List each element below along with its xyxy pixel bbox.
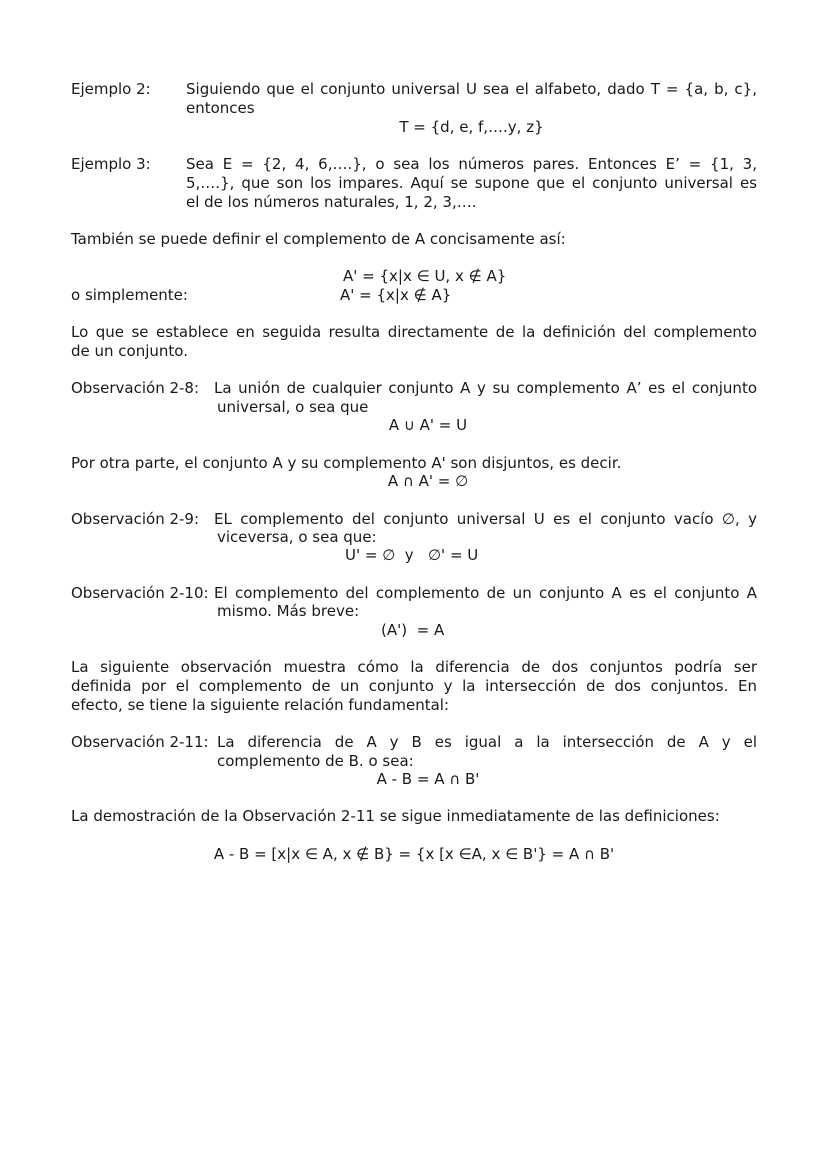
- paragraph-3-line-3: efecto, se tiene la siguiente relación fundamental:: [71, 696, 450, 714]
- observation-2-11-line-1: La diferencia de A y B es igual a la intersección de A y el: [217, 733, 757, 751]
- observation-2-10-line-1: El complemento del complemento de un conjunto A es el conjunto A: [214, 584, 757, 602]
- observation-2-8-line-2: universal, o sea que: [217, 398, 369, 416]
- example-3-line-2: 5,….}, que son los impares. Aquí se supone que el conjunto universal es: [186, 174, 757, 192]
- demonstration-formula: A - B = [x|x ∈ A, x ∉ B} = {x [x ∈A, x ∈ B'} = A ∩ B': [213, 845, 615, 863]
- observation-2-8-label: Observación 2-8:: [71, 379, 200, 397]
- paragraph-1-line-2: de un conjunto.: [71, 342, 188, 360]
- paragraph-1-line-1: Lo que se establece en seguida resulta directamente de la definición del complemento: [71, 323, 757, 341]
- simplemente-label: o simplemente:: [71, 286, 188, 304]
- observation-2-9-line-2: viceversa, o sea que:: [217, 528, 377, 546]
- observation-2-9-formula: U' = ∅ y ∅' = U: [345, 546, 479, 564]
- observation-2-10-label: Observación 2-10:: [71, 584, 209, 602]
- observation-2-11-formula: A - B = A ∩ B': [376, 770, 480, 788]
- observation-2-11-line-2: complemento de B. o sea:: [217, 752, 414, 770]
- observation-2-9-line-1: EL complemento del conjunto universal U es el conjunto vacío ∅, y: [214, 510, 757, 528]
- example-2-line-1: Siguiendo que el conjunto universal U sea el alfabeto, dado T = {a, b, c},: [186, 80, 757, 98]
- example-2-formula: T = {d, e, f,….y, z}: [399, 118, 544, 136]
- observation-2-10-formula: (A') = A: [381, 621, 445, 639]
- observation-2-9-label: Observación 2-9:: [71, 510, 200, 528]
- paragraph-2-formula: A ∩ A' = ∅: [387, 472, 469, 490]
- example-3-line-1: Sea E = {2, 4, 6,….}, o sea los números pares. Entonces E’ = {1, 3,: [186, 155, 757, 173]
- observation-2-8-line-1: La unión de cualquier conjunto A y su complemento A’ es el conjunto: [214, 379, 757, 397]
- example-3-line-3: el de los números naturales, 1, 2, 3,….: [186, 193, 477, 211]
- observation-2-10-line-2: mismo. Más breve:: [217, 602, 360, 620]
- example-3-label: Ejemplo 3:: [71, 155, 151, 173]
- demonstration-intro: La demostración de la Observación 2-11 se sigue inmediatamente de las definiciones:: [71, 807, 720, 825]
- example-2-label: Ejemplo 2:: [71, 80, 151, 98]
- definition-formula-1: A' = {x|x ∈ U, x ∉ A}: [343, 267, 507, 285]
- definition-formula-2: A' = {x|x ∉ A}: [340, 286, 452, 304]
- example-2-line-2: entonces: [186, 99, 255, 117]
- paragraph-3-line-2: definida por el complemento de un conjunto y la intersección de dos conjuntos. En: [71, 677, 757, 695]
- paragraph-2-line-1: Por otra parte, el conjunto A y su complemento A' son disjuntos, es decir.: [71, 454, 622, 472]
- definition-intro: También se puede definir el complemento de A concisamente así:: [71, 230, 566, 248]
- observation-2-11-label: Observación 2-11:: [71, 733, 209, 751]
- observation-2-8-formula: A ∪ A' = U: [388, 416, 468, 434]
- paragraph-3-line-1: La siguiente observación muestra cómo la diferencia de dos conjuntos podría ser: [71, 658, 757, 676]
